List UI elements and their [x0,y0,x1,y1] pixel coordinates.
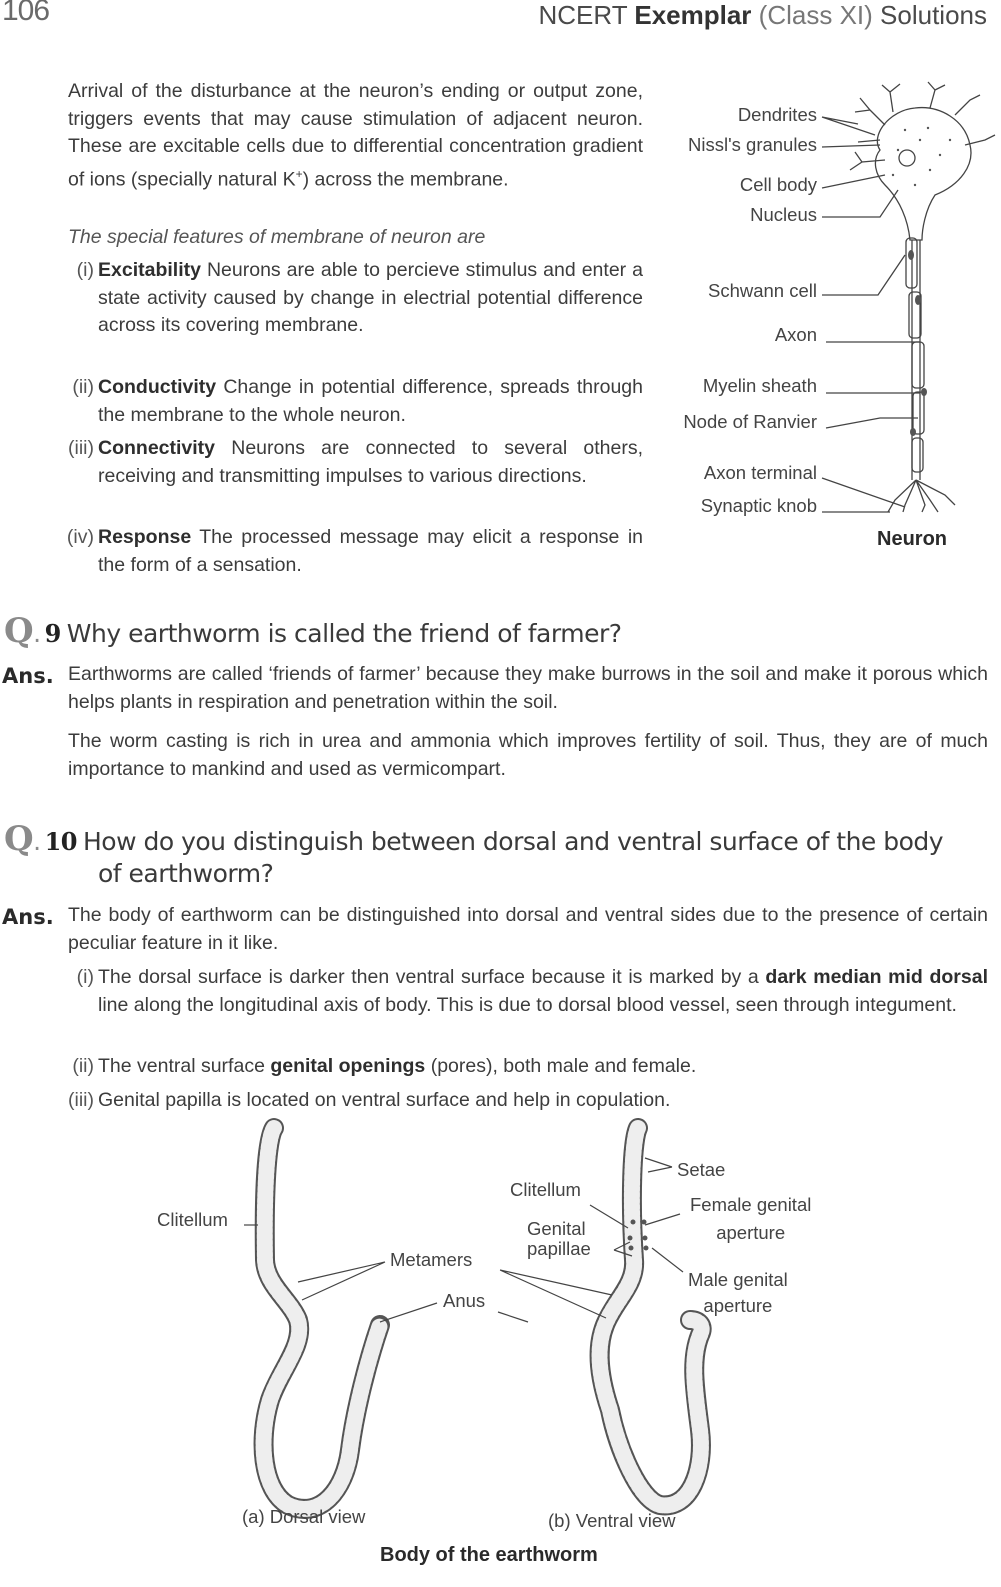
label-clitellum-ventral: Clitellum [510,1179,581,1200]
label-female-genital-aperture: Female genital aperture [690,1194,812,1243]
label-node-ranvier: Node of Ranvier [683,411,817,432]
label-dendrites: Dendrites [737,104,817,125]
q-mark: Q [4,819,34,859]
features-heading: The special features of membrane of neuron are [68,226,486,248]
label-synaptic-knob: Synaptic knob [700,495,817,516]
page-number: 106 [2,0,50,27]
answer-paragraph: The worm casting is rich in urea and ammonia which improves fertility of soil. Thus, they are of much importance to mankind and used as vermicompart. [68,730,988,780]
book-prefix: NCERT [538,0,628,30]
answer-paragraph: The body of earthworm can be distinguished into dorsal and ventral sides due to the presence of certain peculiar feature in it like. [68,904,988,954]
subcaption-dorsal: (a) Dorsal view [242,1506,366,1527]
question-10: Q. 10 How do you distinguish between dorsal and ventral surface of the body [4,819,944,859]
question-text-line2: of earthworm? [98,859,274,888]
book-title-bold: Exemplar [634,0,752,30]
feature-item: (ii) Conductivity Change in potential difference, spreads through the membrane to the whole neuron. [72,376,643,426]
book-suffix: Solutions [880,0,987,30]
neuron-caption: Neuron [877,528,947,550]
label-genital-papillae: Genital papillae [527,1218,591,1259]
book-class: (Class XI) [758,0,873,30]
answer-point: (i) The dorsal surface is darker then ventral surface because it is marked by a dark median mid dorsal line along the longitudinal axis of body. This is due to dorsal blood vessel, seen through integument. [76,966,988,1016]
label-nissl: Nissl's granules [688,134,817,155]
answer-label: Ans. [2,905,54,929]
label-schwann: Schwann cell [707,280,817,301]
label-male-genital-aperture: Male genital aperture [688,1269,788,1316]
question-text: Why earthworm is called the friend of farmer? [66,619,622,648]
label-axon: Axon [774,324,817,345]
feature-item: (iv) Response The processed message may elicit a response in the form of a sensation. [66,526,643,576]
feature-item: (iii) Connectivity Neurons are connected to several others, receiving and transmitting impulses to various directions. [68,437,643,487]
answer-paragraph: Earthworms are called ‘friends of farmer’ because they make burrows in the soil and make it porous which helps plants in respiration and penetration within the soil. [68,663,988,713]
question-number: 9 [44,619,61,648]
label-nucleus: Nucleus [750,204,817,225]
label-axon-terminal: Axon terminal [703,462,817,483]
earthworm-caption: Body of the earthworm [380,1544,598,1566]
question-9: Q. 9 Why earthworm is called the friend of farmer? [4,611,622,651]
feature-item: (i) Excitability Neurons are able to percieve stimulus and enter a state activity caused by change in electrial potential difference across its covering membrane. [76,259,643,336]
label-metamers: Metamers [390,1249,473,1270]
label-setae: Setae [677,1159,726,1180]
question-number: 10 [44,827,77,856]
intro-paragraph: Arrival of the disturbance at the neuron’s ending or output zone, triggers events that may cause stimulation of adjacent neuron. These are excitable cells due to differential concentration gradient of ions (specially natural K+) across the membrane. [68,80,643,190]
answer-point: (ii) The ventral surface genital openings (pores), both male and female. [72,1055,697,1077]
subcaption-ventral: (b) Ventral view [548,1510,676,1531]
answer-point: (iii) Genital papilla is located on ventral surface and help in copulation. [68,1089,671,1111]
label-cell-body: Cell body [739,174,817,195]
label-anus: Anus [443,1290,486,1311]
question-text: How do you distinguish between dorsal and ventral surface of the body [82,827,944,856]
q-mark: Q [4,611,34,651]
answer-label: Ans. [2,664,54,688]
label-clitellum-dorsal: Clitellum [157,1209,228,1230]
label-myelin: Myelin sheath [702,375,817,396]
